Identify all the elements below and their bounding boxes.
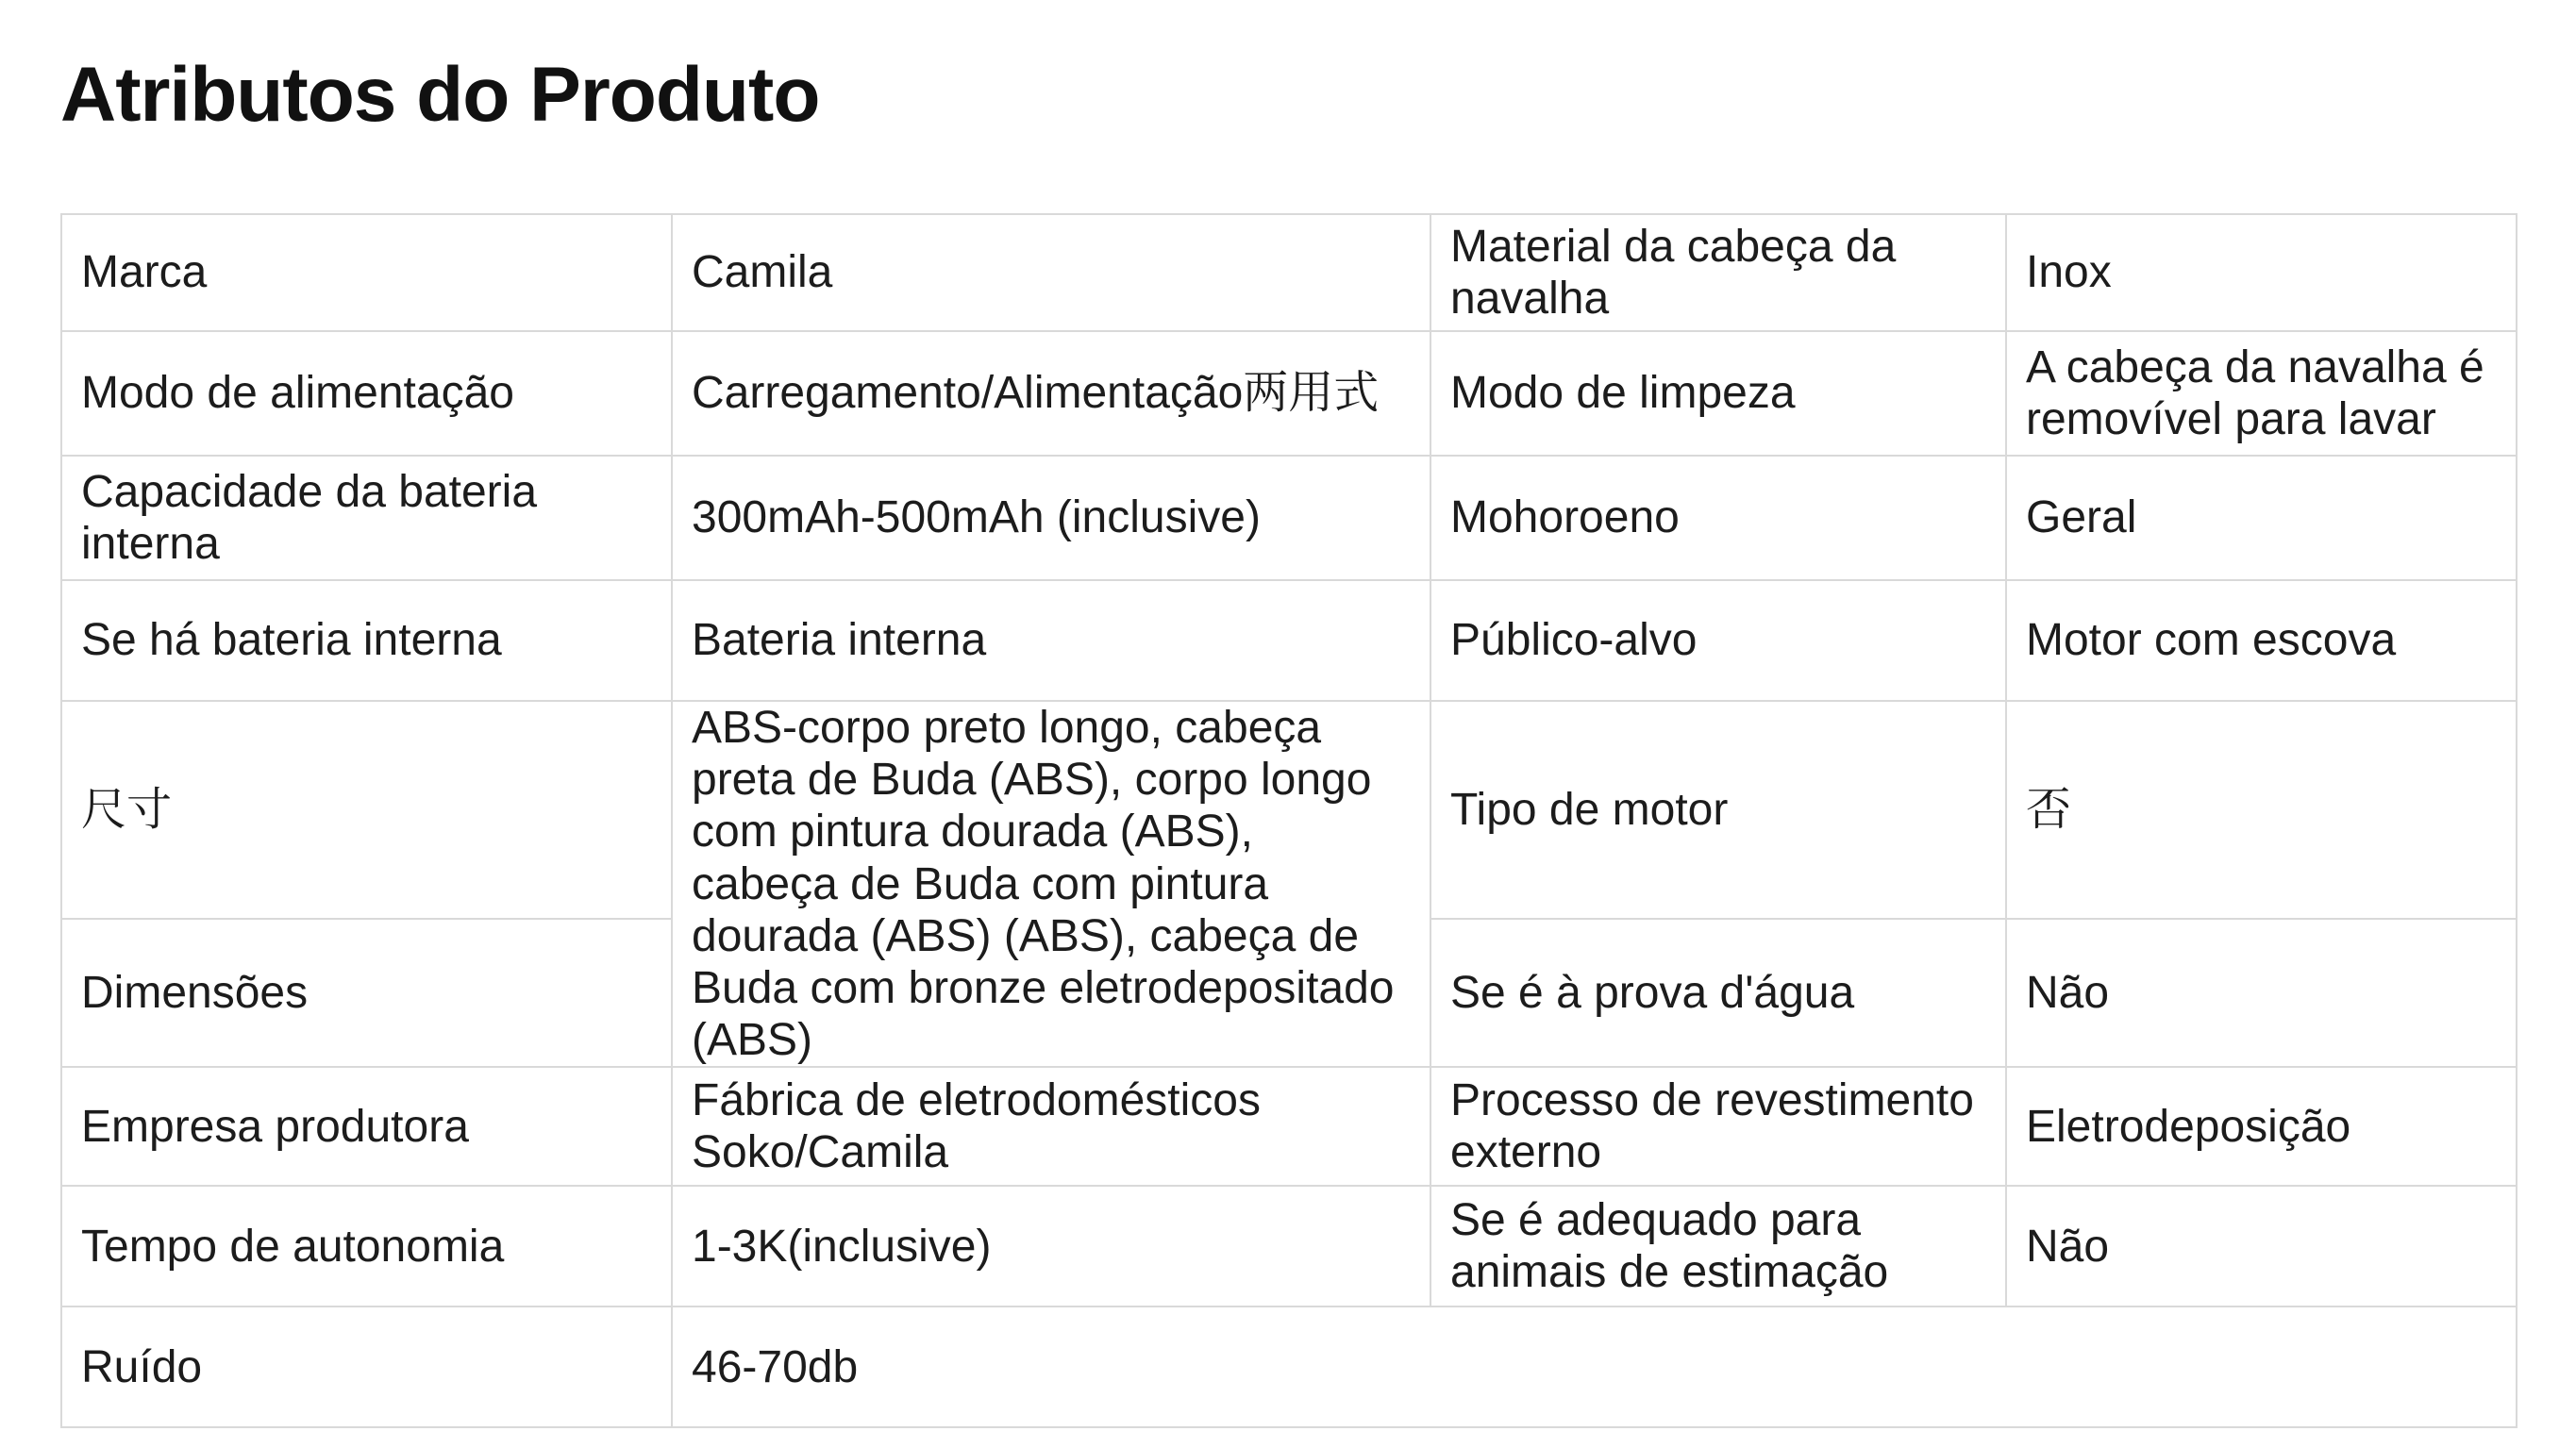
- attribute-label: Tipo de motor: [1430, 701, 2006, 919]
- attribute-label: Público-alvo: [1430, 580, 2006, 701]
- attribute-label: Processo de revestimento externo: [1430, 1067, 2006, 1186]
- attribute-label: Capacidade da bateria interna: [61, 456, 672, 580]
- table-row: [61, 331, 2517, 456]
- attribute-label: Material da cabeça da navalha: [1430, 214, 2006, 331]
- attribute-value: 46-70db: [672, 1307, 2517, 1427]
- attribute-value: Não: [2006, 1186, 2517, 1307]
- table-row: [61, 214, 2517, 331]
- table-row: [61, 1307, 2517, 1427]
- attribute-value: Bateria interna: [672, 580, 1430, 701]
- attribute-value: 300mAh-500mAh (inclusive): [672, 456, 1430, 580]
- attribute-value: A cabeça da navalha é removível para lavar: [2006, 331, 2517, 456]
- attribute-label: Empresa produtora: [61, 1067, 672, 1186]
- attribute-label: Tempo de autonomia: [61, 1186, 672, 1307]
- attribute-label: Dimensões: [61, 919, 672, 1067]
- attribute-value: Geral: [2006, 456, 2517, 580]
- table-row: [61, 456, 2517, 580]
- attribute-label: Mohoroeno: [1430, 456, 2006, 580]
- table-row: [61, 580, 2517, 701]
- table-row: [61, 701, 2517, 919]
- attribute-label: Modo de limpeza: [1430, 331, 2006, 456]
- attribute-label: Marca: [61, 214, 672, 331]
- attribute-value: Não: [2006, 919, 2517, 1067]
- attribute-value: Camila: [672, 214, 1430, 331]
- table-row: [61, 1067, 2517, 1186]
- attribute-value: Fábrica de eletrodomésticos Soko/Camila: [672, 1067, 1430, 1186]
- attribute-label: Modo de alimentação: [61, 331, 672, 456]
- attribute-label: Se é à prova d'água: [1430, 919, 2006, 1067]
- attribute-label: Se é adequado para animais de estimação: [1430, 1186, 2006, 1307]
- attribute-value: ABS-corpo preto longo, cabeça preta de Buda (ABS), corpo longo com pintura dourada (ABS), cabeça de Buda com pintura dourada (ABS) (ABS), cabeça de Buda com bronze eletrodepositado (ABS): [672, 701, 1430, 1067]
- attribute-value: Eletrodeposição: [2006, 1067, 2517, 1186]
- attribute-value: 1-3K(inclusive): [672, 1186, 1430, 1307]
- table-row: [61, 1186, 2517, 1307]
- attribute-label: Ruído: [61, 1307, 672, 1427]
- attribute-label: 尺寸: [61, 701, 672, 919]
- attribute-label: Se há bateria interna: [61, 580, 672, 701]
- attribute-value: Motor com escova: [2006, 580, 2517, 701]
- attribute-value: Carregamento/Alimentação两用式: [672, 331, 1430, 456]
- attribute-value: 否: [2006, 701, 2517, 919]
- page-title: Atributos do Produto: [60, 52, 820, 138]
- attribute-value: Inox: [2006, 214, 2517, 331]
- product-attributes-table: [60, 213, 2517, 1428]
